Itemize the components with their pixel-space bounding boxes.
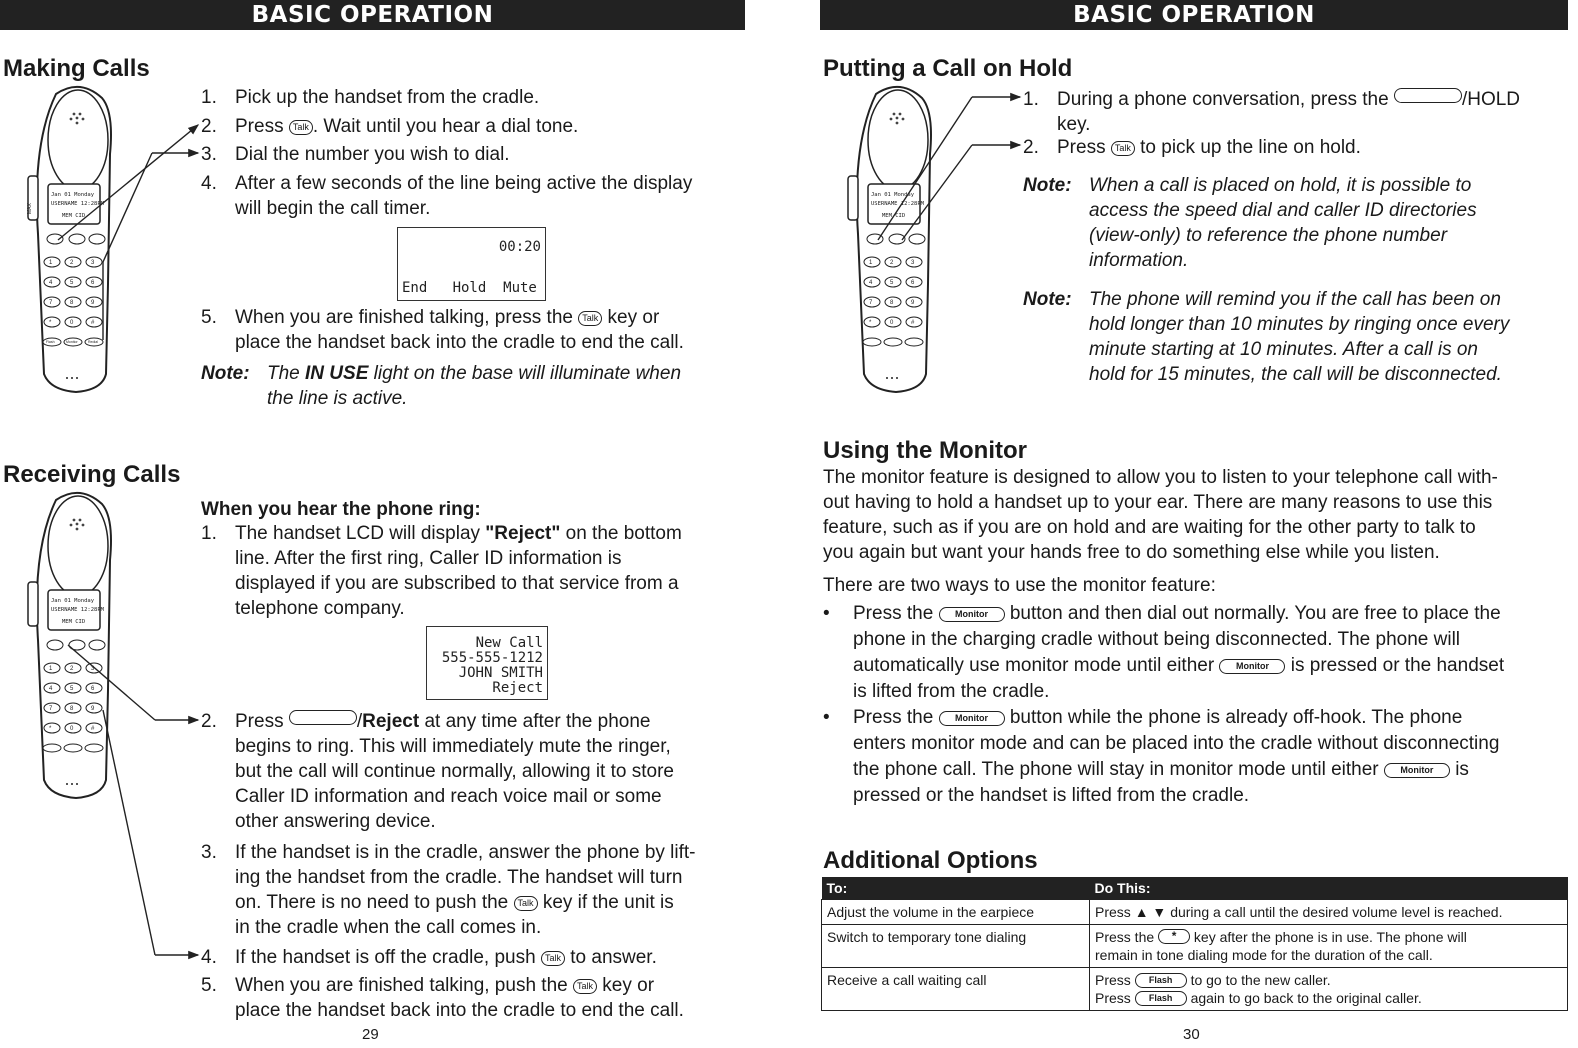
talk-key-icon: Talk (573, 979, 597, 994)
svg-text:9: 9 (911, 300, 915, 306)
volume-arrows-icon: ▲ ▼ (1134, 904, 1167, 920)
svg-text:*: * (49, 726, 52, 732)
svg-text:#: # (91, 726, 95, 732)
making-calls-step-2: 2. Press Talk . Wait until you hear a dial tone. (201, 116, 579, 137)
talk-key-icon: Talk (1111, 141, 1135, 156)
handset-side-label: MAX (27, 203, 33, 214)
table-header-row (822, 877, 1568, 900)
flash-key-icon: Flash (1135, 973, 1187, 988)
left-page-banner: BASIC OPERATION (0, 0, 745, 30)
svg-text:Jan 01 Monday: Jan 01 Monday (871, 192, 915, 198)
talk-key-icon (47, 234, 63, 244)
svg-text:USERNAME 12:28PM: USERNAME 12:28PM (871, 201, 924, 207)
svg-text:2: 2 (70, 260, 74, 266)
handset-illustration-hold (842, 84, 952, 396)
monitor-ways-paragraph: There are two ways to use the monitor feature: (823, 575, 1216, 596)
svg-text:6: 6 (91, 280, 95, 286)
svg-text:5: 5 (890, 280, 894, 286)
making-calls-step-1: 1. Pick up the handset from the cradle. (201, 87, 540, 108)
svg-text:Monitor: Monitor (66, 340, 78, 344)
svg-text:4: 4 (869, 280, 873, 286)
talk-key-icon: Talk (541, 951, 565, 966)
monitor-bullet-1: • Press the Monitor button and then dial out normally. You are free to place the phone in the charging cradle without being disconnected. The phone will automatically use monitor mode until either Monitor is pressed or the handset is lifted from the cradle. (823, 603, 1505, 702)
page-number-right: 30 (1183, 1026, 1200, 1043)
monitor-key-icon: Monitor (1219, 659, 1285, 674)
monitor-bullet-2: • Press the Monitor button while the phone is already off-hook. The phone enters monitor mode and can be placed into the cradle without disconnecting the phone call. The phone will stay in monitor mode until either Monitor is pressed or the handset is lifted from the cradle. (823, 707, 1500, 806)
svg-text:Jan 01 Monday: Jan 01 Monday (51, 192, 95, 198)
reject-key-icon (289, 710, 357, 725)
hold-step-2: 2. Press Talk to pick up the line on hold. (1023, 137, 1361, 158)
talk-key-icon: Talk (578, 311, 602, 326)
svg-text:MEM CID: MEM CID (62, 619, 86, 625)
page-number-left: 29 (362, 1026, 379, 1043)
svg-text:Jan 01 Monday: Jan 01 Monday (51, 598, 95, 604)
handset-illustration-making-calls (22, 84, 132, 396)
svg-text:0: 0 (70, 320, 74, 326)
making-calls-title: Making Calls (3, 55, 150, 82)
svg-text:MEM CID: MEM CID (882, 213, 906, 219)
svg-text:3: 3 (911, 260, 915, 266)
svg-text:3: 3 (91, 260, 95, 266)
lcd-incoming-call: New Call 555-555-1212 JOHN SMITH Reject (426, 626, 548, 700)
svg-text:6: 6 (91, 686, 95, 692)
receiving-calls-step-5: 5. When you are finished talking, push the Talk key or place the handset back into the cradle to end the call. (201, 975, 684, 1021)
making-calls-step-3: 3. Dial the number you wish to dial. (201, 144, 510, 165)
receiving-calls-step-2: 2. Press /Reject at any time after the phone begins to ring. This will immediately mute the ringer, but the call will continue normally, allowing it to store Caller ID information and reach voice mail or some other answering device. (201, 711, 674, 832)
hold-note-2: Note: The phone will remind you if the call has been on hold longer than 10 minutes by ringing once every minute starting at 10 minutes. After a call is on hold for 15 minutes, the call will be disconnected. (1023, 289, 1510, 385)
monitor-title: Using the Monitor (823, 437, 1027, 464)
svg-text:MEM CID: MEM CID (62, 213, 86, 219)
svg-text:Redial: Redial (88, 340, 98, 344)
svg-text:9: 9 (91, 706, 95, 712)
star-key-icon: * (1158, 929, 1190, 944)
svg-text:4: 4 (49, 280, 53, 286)
svg-text:9: 9 (91, 300, 95, 306)
svg-text:8: 8 (890, 300, 894, 306)
additional-options-title: Additional Options (823, 847, 1038, 874)
flash-key-icon: Flash (1135, 991, 1187, 1006)
svg-text:USERNAME 12:28PM: USERNAME 12:28PM (51, 201, 104, 207)
receiving-calls-step-3: 3. If the handset is in the cradle, answer the phone by lift- ing the handset from the cradle. The handset will turn on. There is no need to push the Talk key if the unit is in the cradle when the call comes in. (201, 842, 696, 938)
svg-text:6: 6 (911, 280, 915, 286)
table-row: Receive a call waiting call Press Flash to go to the new caller. Press Flash again to go back to the original caller. (822, 968, 1568, 1011)
receiving-calls-subhead: When you hear the phone ring: (201, 499, 481, 520)
svg-text:*: * (869, 320, 872, 326)
svg-text:7: 7 (869, 300, 873, 306)
svg-text:#: # (91, 320, 95, 326)
svg-text:8: 8 (70, 300, 74, 306)
svg-text:#: # (911, 320, 915, 326)
hold-key-icon (1394, 88, 1462, 103)
svg-text:3: 3 (91, 666, 95, 672)
svg-text:4: 4 (49, 686, 53, 692)
svg-text:5: 5 (70, 686, 74, 692)
svg-text:0: 0 (890, 320, 894, 326)
monitor-key-icon: Monitor (939, 711, 1005, 726)
table-header-to: To: (822, 877, 1090, 900)
making-calls-step-5: 5. When you are finished talking, press the Talk key or place the handset back into the cradle to end the call. (201, 307, 684, 353)
svg-text:7: 7 (49, 300, 53, 306)
monitor-intro-paragraph: The monitor feature is designed to allow you to listen to your telephone call with- out having to hold a handset up to your ear. There are many reasons to use this feature, such as if you are on hold and are waiting for the other party to talk to you again but want your hands free to do something else while you listen. (823, 467, 1498, 563)
table-header-do: Do This: (1090, 877, 1568, 900)
lcd-call-timer: 00:20 End Hold Mute (397, 227, 546, 301)
svg-text:2: 2 (70, 666, 74, 672)
table-row: Adjust the volume in the earpiece Press ▲ ▼ during a call until the desired volume level is reached. (822, 900, 1568, 925)
receiving-calls-step-1: 1. The handset LCD will display "Reject" on the bottom line. After the first ring, Caller ID information is displayed if you are subscribed to that service from a telephone company. (201, 523, 682, 619)
talk-key-icon: Talk (514, 896, 538, 911)
receiving-calls-title: Receiving Calls (3, 461, 181, 488)
handset-illustration-receiving-calls (22, 490, 132, 802)
svg-text:1: 1 (869, 260, 873, 266)
receiving-calls-step-4: 4. If the handset is off the cradle, push Talk to answer. (201, 947, 657, 968)
svg-text:7: 7 (49, 706, 53, 712)
svg-text:*: * (49, 320, 52, 326)
monitor-key-icon: Monitor (1384, 763, 1450, 778)
talk-key-icon: Talk (289, 120, 313, 135)
table-row: Switch to temporary tone dialing Press the * key after the phone is in use. The phone will remain in tone dialing mode for the duration of the call. (822, 925, 1568, 968)
making-calls-step-4: 4. After a few seconds of the line being active the display will begin the call timer. (201, 173, 693, 219)
svg-text:0: 0 (70, 726, 74, 732)
svg-text:1: 1 (49, 666, 53, 672)
monitor-key-icon: Monitor (939, 607, 1005, 622)
svg-text:1: 1 (49, 260, 53, 266)
right-page-banner: BASIC OPERATION (820, 0, 1568, 30)
hold-note-1: Note: When a call is placed on hold, it is possible to access the speed dial and caller ID directories (view-only) to reference the phone number information. (1023, 175, 1477, 271)
hold-step-1: 1. During a phone conversation, press the /HOLD key. (1023, 89, 1521, 135)
making-calls-note: Note: The IN USE light on the base will illuminate when the line is active. (201, 363, 682, 409)
svg-text:USERNAME 12:28PM: USERNAME 12:28PM (51, 607, 104, 613)
svg-text:8: 8 (70, 706, 74, 712)
svg-text:2: 2 (890, 260, 894, 266)
svg-text:Flash: Flash (46, 340, 55, 344)
hold-title: Putting a Call on Hold (823, 55, 1073, 82)
additional-options-table (821, 877, 1568, 1011)
svg-text:5: 5 (70, 280, 74, 286)
